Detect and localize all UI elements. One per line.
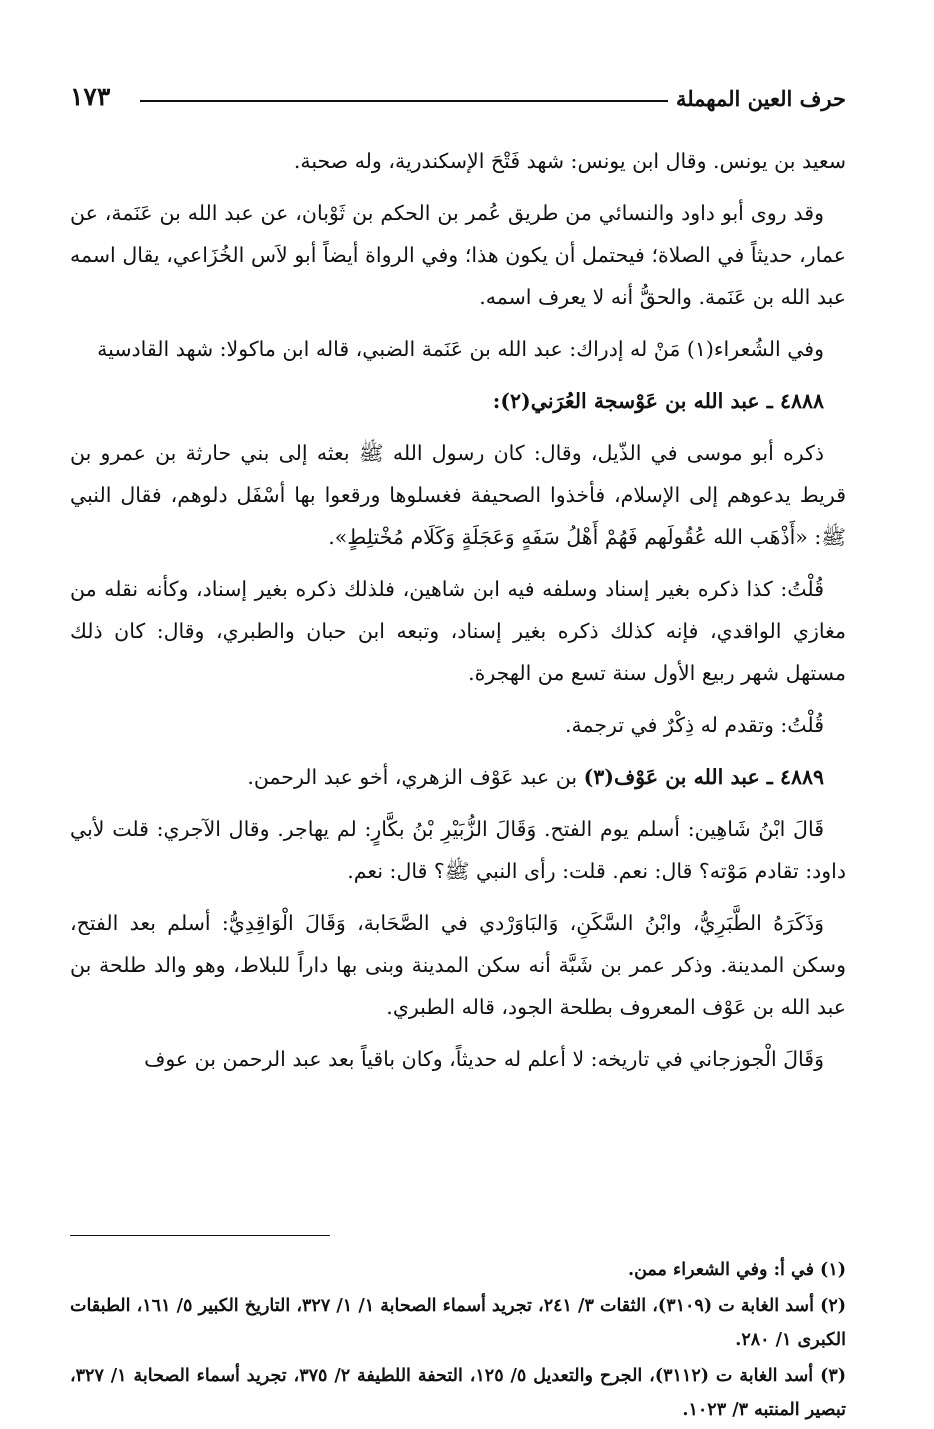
page-header: [70, 78, 846, 122]
paragraph: قُلْتُ: وتقدم له ذِكْرٌ في ترجمة.: [564, 713, 824, 737]
paragraph: قُلْتُ: كذا ذكره بغير إسناد وسلفه فيه ابن شاهين، فلذلك ذكره بغير إسناد، وكأنه نقله من مغازي الواقدي، فإنه كذلك ذكره بغير إسناد، وتبعه ابن حبان والطبري، وقال: كان ذلك مستهل شهر ربيع الأول سنة تسع من الهجرة.: [70, 577, 846, 685]
footnote: (٢) أسد الغابة ت (٣١٠٩)، الثقات ٣/ ٢٤١، تجريد أسماء الصحابة ١/ ١/ ٣٢٧، التاريخ الكبير ٥/ ١٦١، الطبقات الكبرى ١/ ٢٨٠.: [70, 1296, 847, 1350]
header-rule: [140, 100, 668, 102]
main-text: [70, 140, 846, 1080]
book-page: [70, 78, 847, 1420]
paragraph: وفي الشُعراء(١) مَنْ له إدراك: عبد الله بن عَنَمة الضبي، قاله ابن ماكولا: شهد القادسية: [97, 337, 824, 361]
paragraph: وَقَالَ الْجوزجاني في تاريخه: لا أعلم له حديثاً، وكان باقياً بعد عبد الرحمن بن عوف: [144, 1047, 824, 1071]
footnote: (١) في أ: وفي الشعراء ممن.: [627, 1260, 846, 1280]
page-number: ١٧٣: [70, 82, 111, 111]
paragraph: وَذَكَرَهُ الطَّبَرِيُّ، وابْنُ السَّكَنِ، وَالبَاوَرْدي في الصَّحَابة، وَقَالَ الْوَاقِدِيُّ: أسلم بعد الفتح، وسكن المدينة. وذكر عمر بن شَبَّة أنه سكن المدينة وبنى بها داراً للبلاط، وهو والد طلحة بن عبد الله بن عَوْف المعروف بطلحة الجود، قاله الطبري.: [70, 911, 846, 1019]
footnotes: [70, 1253, 846, 1429]
entry-title: ٤٨٨٩ ـ عبد الله بن عَوْف(٣): [583, 765, 824, 789]
paragraph: قَالَ ابْنُ شَاهِين: أسلم يوم الفتح. وَقَالَ الزُّبَيْرِ بْنُ بكَّارٍ: لم يهاجر. وقال الآجري: قلت لأبي داود: تقادم مَوْته؟ قال: نعم. قلت: رأى النبي ﷺ؟ قال: نعم.: [70, 817, 846, 883]
footnote-separator: [70, 1235, 330, 1236]
footnote: (٣) أسد الغابة ت (٣١١٢)، الجرح والتعديل ٥/ ١٢٥، التحفة اللطيفة ٢/ ٣٧٥، تجريد أسماء الصحابة ١/ ٣٢٧، تبصير المنتبه ٣/ ١٠٢٣.: [70, 1366, 847, 1420]
entry-heading-4889: [70, 756, 846, 798]
running-title: حرف العين المهملة: [675, 86, 846, 111]
paragraph: وقد روى أبو داود والنسائي من طريق عُمر بن الحكم بن ثَوْبان، عن عبد الله بن عَنَمة، عن عمار، حديثاً في الصلاة؛ فيحتمل أن يكون هذا؛ وفي الرواة أيضاً أبو لاَس الخُزَاعي، يقال اسمه عبد الله بن عَنَمة. والحقُّ أنه لا يعرف اسمه.: [70, 201, 846, 309]
entry-title-rest: بن عبد عَوْف الزهري، أخو عبد الرحمن.: [247, 765, 584, 789]
paragraph: سعيد بن يونس. وقال ابن يونس: شهد فَتْحَ الإسكندرية، وله صحبة.: [293, 149, 846, 173]
paragraph: ذكره أبو موسى في الذّيل، وقال: كان رسول الله ﷺ بعثه إلى بني حارثة بن عمرو بن قريط يدعوهم إلى الإسلام، فأخذوا الصحيفة فغسلوها ورقعوا بها أسْفَل دلوهم، فقال النبي ﷺ: «أَذْهَب الله عُقُولَهم فَهُمْ أَهْلُ سَفَهٍ وَعَجَلَةٍ وَكَلَام مُخْتلِطٍ».: [70, 441, 846, 549]
entry-heading-4888: ٤٨٨٨ ـ عبد الله بن عَوْسجة العُرَني(٢):: [492, 389, 824, 413]
